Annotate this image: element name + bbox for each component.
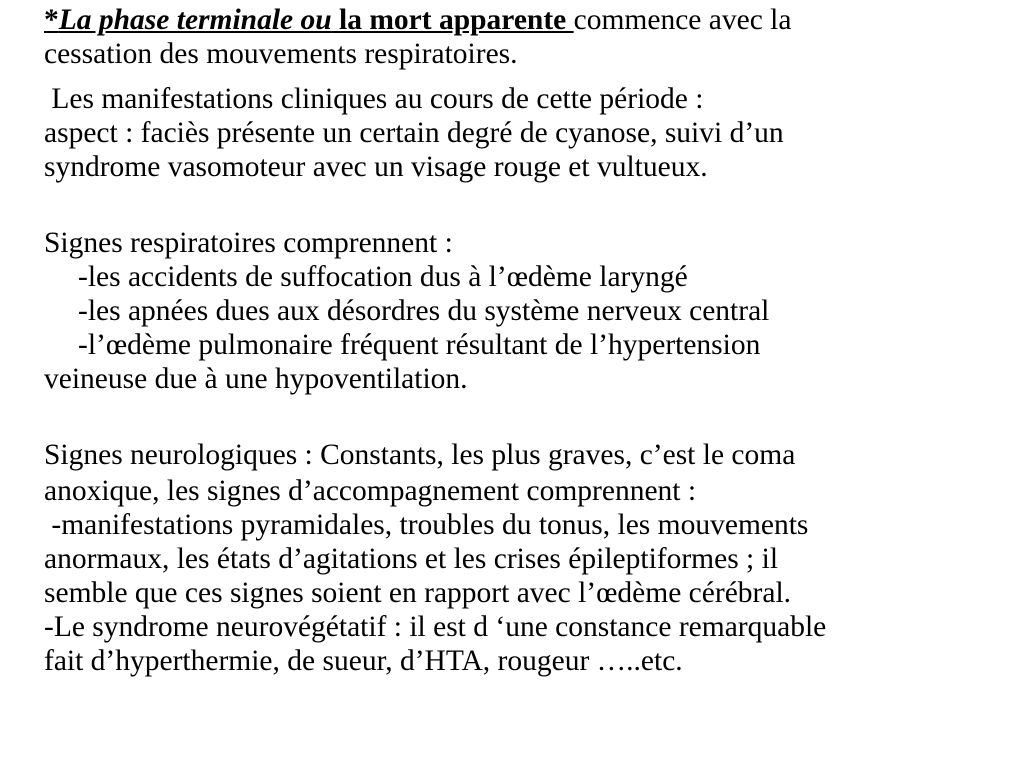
respiratory-item-1: -les accidents de suffocation dus à l’œdème laryngé bbox=[78, 261, 688, 293]
neuro-line-6: -Le syndrome neurovégétatif : il est d ‘une constance remarquable bbox=[44, 611, 827, 643]
respiratory-item-2: -les apnées dues aux désordres du système nerveux central bbox=[78, 295, 770, 327]
clinical-line-2: aspect : faciès présente un certain degré de cyanose, suivi d’un bbox=[44, 117, 784, 149]
neuro-line-7: fait d’hyperthermie, de sueur, d’HTA, rougeur …..etc. bbox=[44, 645, 683, 677]
neuro-line-1: Signes neurologiques : Constants, les plus graves, c’est le coma bbox=[44, 439, 796, 471]
neuro-line-5: semble que ces signes soient en rapport avec l’œdème cérébral. bbox=[44, 577, 792, 609]
respiratory-heading: Signes respiratoires comprennent : bbox=[44, 227, 453, 259]
intro-line-2: cessation des mouvements respiratoires. bbox=[44, 38, 518, 70]
bullet-star: * bbox=[44, 4, 59, 36]
neuro-line-4: anormaux, les états d’agitations et les crises épileptiformes ; il bbox=[44, 543, 779, 575]
clinical-line-3: syndrome vasomoteur avec un visage rouge et vultueux. bbox=[44, 151, 708, 183]
respiratory-item-3: -l’œdème pulmonaire fréquent résultant de l’hypertension bbox=[78, 329, 761, 361]
neuro-line-3: -manifestations pyramidales, troubles du tonus, les mouvements bbox=[44, 509, 809, 541]
respiratory-item-3-continued: veineuse due à une hypoventilation. bbox=[44, 363, 468, 395]
neuro-line-2: anoxique, les signes d’accompagnement comprennent : bbox=[44, 475, 697, 507]
intro-line-1 bbox=[44, 3, 791, 37]
phase-title-italic: La phase terminale ou bbox=[58, 4, 332, 36]
phase-title-bold: la mort apparente bbox=[331, 4, 574, 36]
clinical-line-1: Les manifestations cliniques au cours de cette période : bbox=[44, 83, 704, 115]
intro-text: commence avec la bbox=[573, 4, 792, 36]
